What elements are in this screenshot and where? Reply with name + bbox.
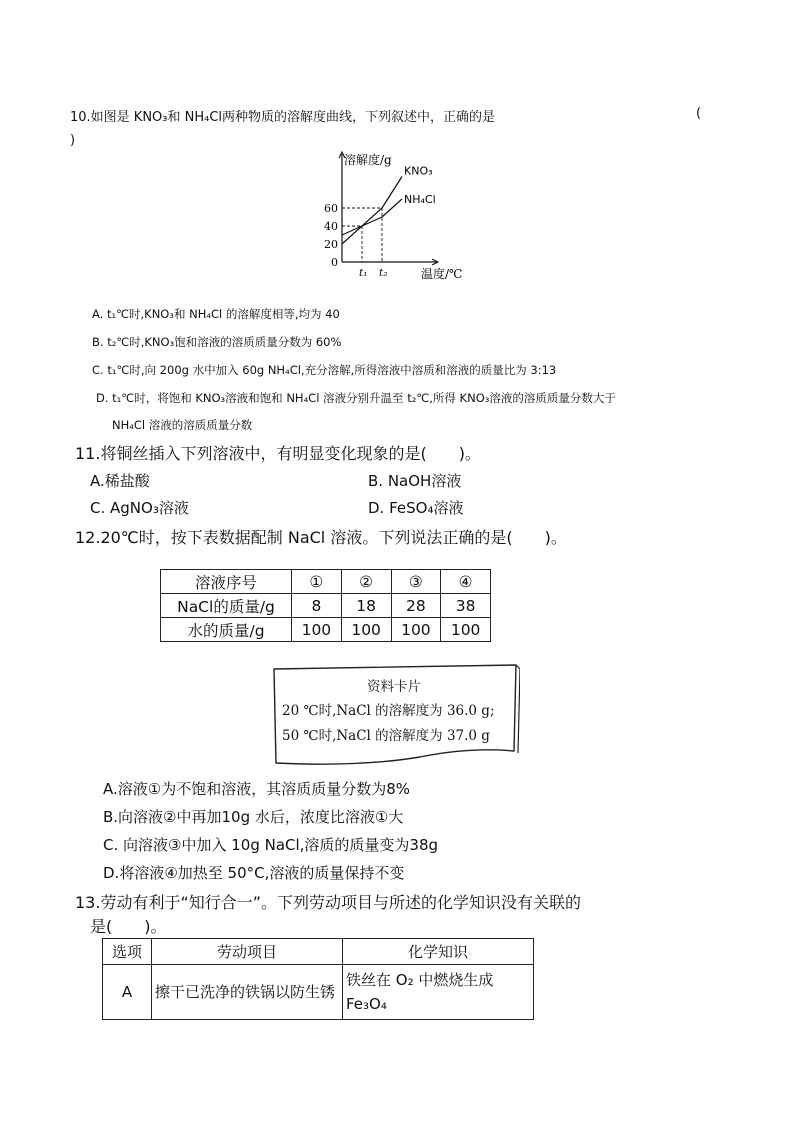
x-axis-label: 温度/℃ bbox=[421, 267, 463, 280]
q11-option-b: B. NaOH溶液 bbox=[368, 472, 462, 490]
q13-stem-line1: 13.劳动有利于“知行合一”。下列劳动项目与所述的化学知识没有关联的 bbox=[75, 893, 582, 912]
table-cell: 38 bbox=[441, 594, 491, 618]
x-tick-label: t₁ bbox=[359, 267, 368, 279]
q11-option-a: A.稀盐酸 bbox=[90, 472, 150, 490]
y-tick-label: 40 bbox=[324, 220, 338, 233]
y-axis-label: 溶解度/g bbox=[344, 153, 392, 167]
table-header-cell: ① bbox=[292, 570, 342, 594]
table-row bbox=[161, 594, 491, 618]
table-cell: 8 bbox=[292, 594, 342, 618]
table-cell: 擦干已洗净的铁锅以防生锈 bbox=[152, 965, 343, 1020]
table-header-cell: 化学知识 bbox=[343, 939, 534, 965]
table-cell: 100 bbox=[292, 618, 342, 642]
y-tick-label: 0 bbox=[331, 256, 338, 269]
y-tick-label: 20 bbox=[324, 238, 338, 251]
table-cell: 100 bbox=[341, 618, 391, 642]
q12-table bbox=[160, 569, 491, 642]
table-header-cell: ④ bbox=[441, 570, 491, 594]
info-card-title: 资料卡片 bbox=[367, 679, 421, 695]
table-header-cell: 劳动项目 bbox=[152, 939, 343, 965]
q10-option-c: C. t₁℃时,向 200g 水中加入 60g NH₄Cl,充分溶解,所得溶液中溶质和溶液的质量比为 3:13 bbox=[92, 363, 557, 377]
q12-option-c: C. 向溶液③中加入 10g NaCl,溶质的质量变为38g bbox=[103, 836, 439, 854]
series-label: NH₄Cl bbox=[404, 193, 436, 206]
table-row bbox=[161, 618, 491, 642]
table-cell: NaCl的质量/g bbox=[161, 594, 292, 618]
q10-option-d: D. t₁℃时，将饱和 KNO₃溶液和饱和 NH₄Cl 溶液分别升温至 t₂℃,所得 KNO₃溶液的溶质质量分数大于 bbox=[96, 391, 616, 405]
table-row bbox=[103, 965, 534, 1020]
series-label: KNO₃ bbox=[404, 164, 433, 178]
q12-stem: 12.20℃时，按下表数据配制 NaCl 溶液。下列说法正确的是( )。 bbox=[75, 528, 567, 547]
info-card-line-2: 50 ℃时,NaCl 的溶解度为 37.0 g bbox=[282, 728, 490, 744]
q12-option-b: B.向溶液②中再加10g 水后，浓度比溶液①大 bbox=[103, 808, 404, 826]
q12-option-a: A.溶液①为不饱和溶液，其溶质质量分数为8% bbox=[103, 780, 411, 798]
table-cell: 100 bbox=[441, 618, 491, 642]
q12-option-d: D.将溶液④加热至 50°C,溶液的质量保持不变 bbox=[103, 864, 405, 882]
table-header-cell: 溶液序号 bbox=[161, 570, 292, 594]
table-cell: A bbox=[103, 965, 152, 1020]
info-card bbox=[270, 663, 520, 767]
q13-stem-line2: 是( )。 bbox=[90, 917, 167, 936]
q13-table bbox=[102, 938, 534, 1020]
table-header-cell: ② bbox=[341, 570, 391, 594]
table-header-cell: ③ bbox=[391, 570, 441, 594]
table-cell: 18 bbox=[341, 594, 391, 618]
table-row bbox=[103, 939, 534, 965]
x-tick-label: t₂ bbox=[379, 267, 388, 279]
table-cell: 水的质量/g bbox=[161, 618, 292, 642]
info-card-line-1: 20 ℃时,NaCl 的溶解度为 36.0 g; bbox=[282, 703, 495, 719]
q10-option-b: B. t₂℃时,KNO₃饱和溶液的溶质质量分数为 60% bbox=[92, 335, 342, 349]
series-line-kno3 bbox=[342, 177, 402, 245]
q11-option-d: D. FeSO₄溶液 bbox=[368, 499, 464, 517]
q11-option-c: C. AgNO₃溶液 bbox=[90, 499, 189, 517]
q10-option-d-cont: NH₄Cl 溶液的溶质质量分数 bbox=[112, 418, 253, 432]
y-tick-label: 60 bbox=[324, 202, 338, 215]
table-cell: 铁丝在 O₂ 中燃烧生成 Fe₃O₄ bbox=[343, 965, 534, 1020]
q10-option-a: A. t₁℃时,KNO₃和 NH₄Cl 的溶解度相等,均为 40 bbox=[92, 307, 340, 321]
table-cell: 28 bbox=[391, 594, 441, 618]
table-header-cell: 选项 bbox=[103, 939, 152, 965]
table-row bbox=[161, 570, 491, 594]
solubility-chart bbox=[322, 150, 472, 280]
q10-paren-open: ( bbox=[696, 106, 702, 121]
q10-paren-close: ) bbox=[70, 133, 76, 148]
q11-stem: 11.将铜丝插入下列溶液中，有明显变化现象的是( )。 bbox=[75, 444, 481, 463]
q10-stem: 10.如图是 KNO₃和 NH₄Cl两种物质的溶解度曲线，下列叙述中，正确的是 bbox=[70, 110, 496, 125]
table-cell: 100 bbox=[391, 618, 441, 642]
